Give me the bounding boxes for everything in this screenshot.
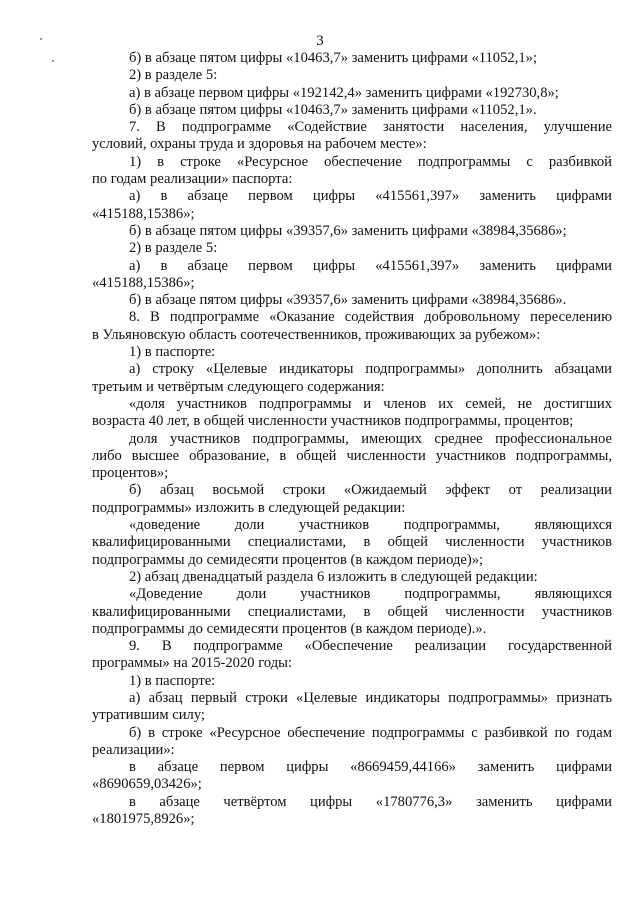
text-line: «Доведение доли участников подпрограммы, являющихся	[129, 586, 612, 603]
text-line: в абзаце четвёртом цифры «1780776,3» заменить цифрами	[129, 793, 612, 810]
text-line: «415188,15386»;	[92, 274, 195, 291]
text-line: а) строку «Целевые индикаторы подпрограммы» дополнить абзацами	[129, 361, 612, 378]
text-line: а) в абзаце первом цифры «415561,397» заменить цифрами	[129, 188, 612, 205]
text-line: третьим и четвёртым следующего содержания:	[92, 378, 385, 395]
text-line: «доведение доли участников подпрограммы, являющихся	[129, 517, 612, 534]
text-line: процентов»;	[92, 465, 169, 482]
text-line: подпрограммы до семидесяти процентов (в каждом периоде)»;	[92, 551, 484, 568]
text-line: «1801975,8926»;	[92, 811, 195, 828]
text-line: б) в абзаце пятом цифры «39357,6» заменить цифрами «38984,35686»;	[129, 222, 567, 239]
text-line: 2) в разделе 5:	[129, 67, 218, 84]
text-line: б) в абзаце пятом цифры «10463,7» заменить цифрами «11052,1»;	[129, 50, 537, 66]
text-line: а) в абзаце первом цифры «415561,397» заменить цифрами	[129, 257, 612, 274]
text-line: а) абзац первый строки «Целевые индикаторы подпрограммы» признать	[129, 689, 612, 706]
text-line: б) в абзаце пятом цифры «10463,7» заменить цифрами «11052,1».	[129, 101, 537, 118]
text-line: а) в абзаце первом цифры «192142,4» заменить цифрами «192730,8»;	[129, 84, 559, 101]
text-line: реализации»:	[92, 741, 175, 758]
text-line: 8. В подпрограмме «Оказание содействия добровольному переселению	[129, 309, 612, 326]
text-line: утратившим силу;	[92, 707, 205, 724]
text-line: 1) в паспорте:	[129, 672, 216, 689]
scan-speck	[40, 38, 42, 40]
text-line: квалифицированными специалистами, в общей численности участников	[92, 534, 612, 551]
text-line: подпрограммы до семидесяти процентов (в каждом периоде).».	[92, 620, 487, 637]
text-line: б) в строке «Ресурсное обеспечение подпрограммы с разбивкой по годам	[129, 724, 612, 741]
text-line: по годам реализации» паспорта:	[92, 171, 293, 188]
text-line: «доля участников подпрограммы и членов их семей, не достигших	[129, 395, 612, 412]
text-line: доля участников подпрограммы, имеющих среднее профессиональное	[129, 430, 612, 447]
text-line: в абзаце первом цифры «8669459,44166» заменить цифрами	[129, 759, 612, 776]
text-line: условий, охраны труда и здоровья на рабочем месте»:	[92, 136, 427, 153]
text-line: 2) абзац двенадцатый раздела 6 изложить в следующей редакции:	[129, 568, 538, 585]
text-line: либо высшее образование, в общей численности участников подпрограммы,	[92, 447, 612, 464]
text-line: программы» на 2015-2020 годы:	[92, 655, 292, 672]
text-line: 7. В подпрограмме «Содействие занятости населения, улучшение	[129, 119, 612, 136]
text-line: 1) в паспорте:	[129, 344, 216, 361]
document-body	[92, 50, 612, 828]
text-line: подпрограммы» изложить в следующей редакции:	[92, 499, 406, 516]
text-line: возраста 40 лет, в общей численности участников подпрограммы, процентов;	[92, 413, 574, 430]
text-line: «8690659,03426»;	[92, 776, 202, 793]
text-line: квалифицированными специалистами, в общей численности участников	[92, 603, 612, 620]
text-line: 2) в разделе 5:	[129, 240, 218, 257]
text-line: 9. В подпрограмме «Обеспечение реализации государственной	[129, 638, 612, 655]
text-line: б) в абзаце пятом цифры «39357,6» заменить цифрами «38984,35686».	[129, 292, 567, 309]
scan-speck	[52, 60, 54, 62]
text-line: 1) в строке «Ресурсное обеспечение подпрограммы с разбивкой	[129, 153, 612, 170]
page-number: 3	[316, 33, 324, 49]
text-line: «415188,15386»;	[92, 205, 195, 222]
text-line: в Ульяновскую область соотечественников, проживающих за рубежом»:	[92, 326, 541, 343]
text-line: б) абзац восьмой строки «Ожидаемый эффект от реализации	[129, 482, 612, 499]
